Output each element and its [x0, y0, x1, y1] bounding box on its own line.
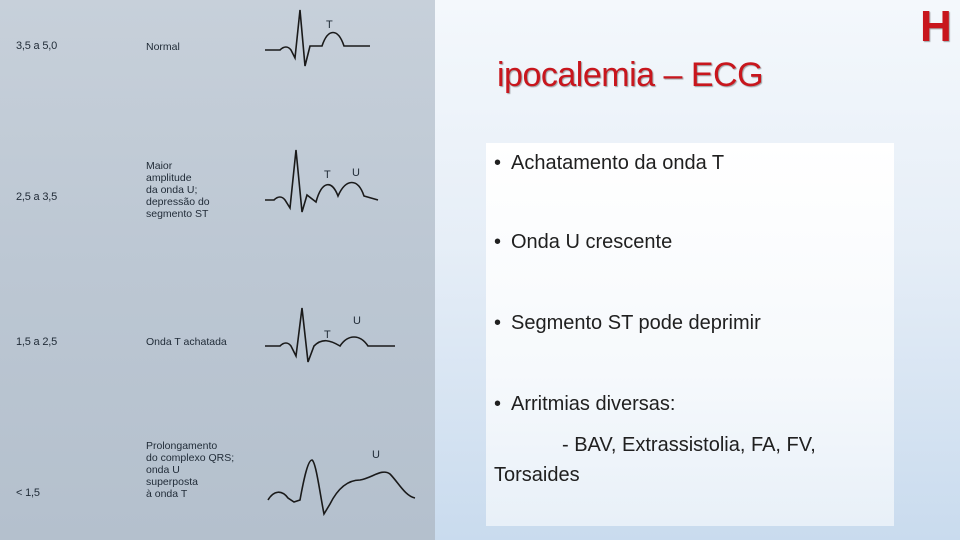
wave-label-t: T	[324, 329, 331, 341]
bullet-text: Achatamento da onda T	[511, 152, 725, 174]
wave-label-t: T	[326, 19, 333, 31]
potassium-level-moderate: 2,5 a 3,5	[16, 191, 58, 203]
ecg-trace-moderate	[260, 140, 410, 220]
wave-label-u: U	[353, 315, 361, 327]
title-first-letter: H	[920, 2, 952, 51]
ecg-trace-low	[260, 300, 410, 370]
wave-label-t: T	[324, 169, 331, 181]
content-box	[486, 143, 894, 526]
ecg-description-moderate: Maior amplitude da onda U; depressão do segmento ST	[146, 160, 210, 220]
ecg-trace-severe	[260, 440, 430, 520]
bullet-item	[494, 148, 889, 178]
potassium-level-severe: < 1,5	[16, 487, 40, 499]
bullet-item	[494, 227, 889, 257]
bullet-marker: •	[494, 152, 502, 174]
bullet-text: Arritmias diversas:	[511, 393, 676, 415]
wave-label-u: U	[352, 167, 360, 179]
ecg-description-severe: Prolongamento do complexo QRS; onda U superposta à onda T	[146, 440, 235, 500]
ecg-description-normal: Normal	[146, 41, 180, 53]
bullet-marker: •	[494, 231, 502, 253]
bullet-marker: •	[494, 312, 502, 334]
slide-title: ipocalemia – ECG	[497, 56, 764, 94]
potassium-level-normal: 3,5 a 5,0	[16, 40, 58, 52]
bullet-marker: •	[494, 393, 502, 415]
ecg-description-low: Onda T achatada	[146, 336, 227, 348]
bullet-item	[494, 308, 889, 338]
sub-bullet-text: - BAV, Extrassistolia, FA, FV, Torsaides	[494, 434, 816, 486]
ecg-figure	[0, 0, 435, 540]
wave-label-u: U	[372, 449, 380, 461]
bullet-text: Segmento ST pode deprimir	[511, 312, 761, 334]
potassium-level-low: 1,5 a 2,5	[16, 336, 58, 348]
bullet-item	[494, 389, 889, 419]
bullet-text: Onda U crescente	[511, 231, 673, 253]
ecg-trace-normal	[260, 6, 410, 76]
